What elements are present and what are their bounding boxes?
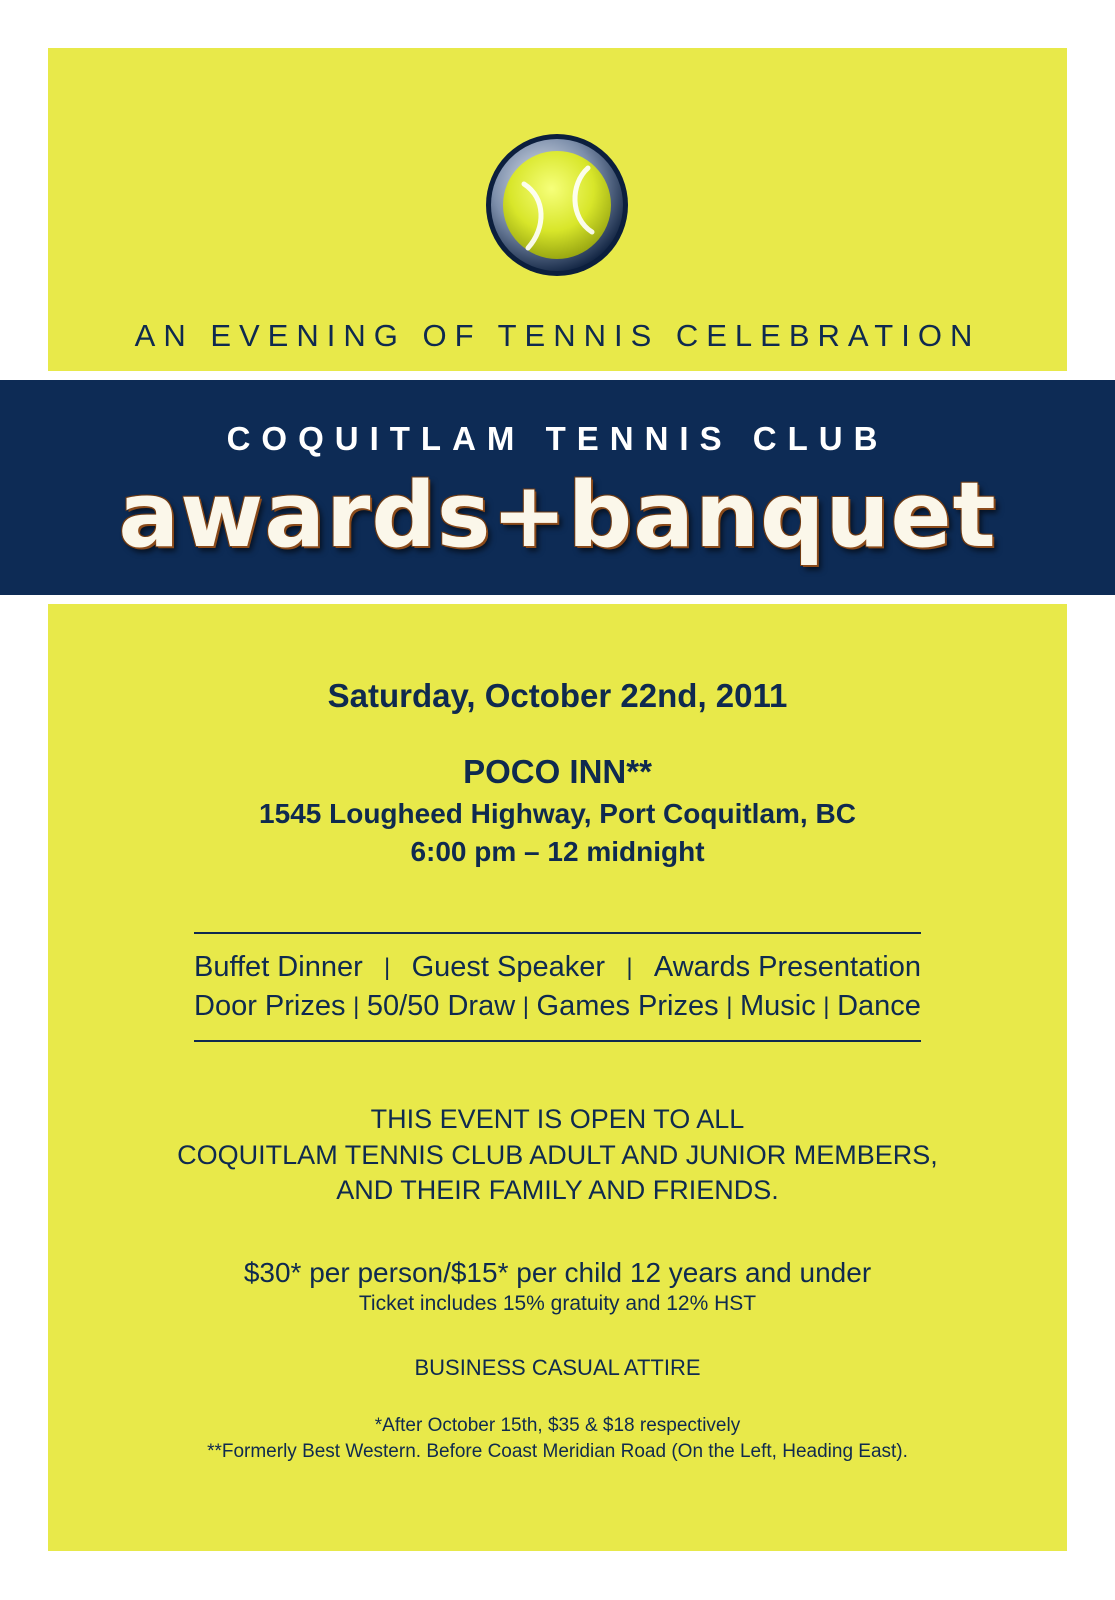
features-row-2: [194, 990, 921, 1023]
feature-item: 50/50 Draw: [366, 990, 516, 1022]
eligibility-line-1: THIS EVENT IS OPEN TO ALL: [370, 1104, 745, 1134]
feature-separator: |: [522, 992, 529, 1020]
divider-top: [194, 932, 921, 934]
feature-item: Guest Speaker: [411, 951, 606, 983]
club-name: COQUITLAM TENNIS CLUB: [226, 420, 889, 457]
feature-item: Awards Presentation: [653, 951, 921, 983]
event-title: awards+banquet: [118, 463, 997, 568]
feature-item: Dance: [837, 990, 921, 1022]
footnote-late-price: *After October 15th, $35 & $18 respectively: [374, 1415, 741, 1436]
features-row-1: [194, 951, 921, 984]
divider-bottom: [194, 1040, 921, 1042]
feature-item: Music: [740, 990, 816, 1022]
feature-item: Buffet Dinner: [194, 951, 363, 983]
bottom-panel: [48, 604, 1067, 1551]
eligibility-line-2: COQUITLAM TENNIS CLUB ADULT AND JUNIOR MEMBERS,: [177, 1140, 938, 1170]
feature-separator: |: [726, 992, 733, 1020]
event-date: Saturday, October 22nd, 2011: [327, 677, 788, 714]
ticket-note: Ticket includes 15% gratuity and 12% HST: [358, 1292, 757, 1315]
dress-code: BUSINESS CASUAL ATTIRE: [414, 1355, 701, 1380]
eligibility-line-3: AND THEIR FAMILY AND FRIENDS.: [336, 1175, 779, 1205]
feature-separator: |: [626, 953, 633, 981]
feature-separator: |: [823, 992, 830, 1020]
tennis-ball-icon: [484, 132, 630, 278]
event-time: 6:00 pm – 12 midnight: [410, 836, 705, 867]
tagline: AN EVENING OF TENNIS CELEBRATION: [134, 318, 981, 353]
feature-item: Door Prizes: [194, 990, 346, 1022]
ticket-price: $30* per person/$15* per child 12 years and under: [243, 1257, 872, 1288]
venue-name: POCO INN**: [463, 753, 652, 790]
footnote-venue: **Formerly Best Western. Before Coast Meridian Road (On the Left, Heading East).: [207, 1441, 908, 1462]
venue-address: 1545 Lougheed Highway, Port Coquitlam, BC: [259, 798, 856, 829]
feature-separator: |: [384, 953, 391, 981]
feature-item: Games Prizes: [536, 990, 719, 1022]
feature-separator: |: [353, 992, 360, 1020]
